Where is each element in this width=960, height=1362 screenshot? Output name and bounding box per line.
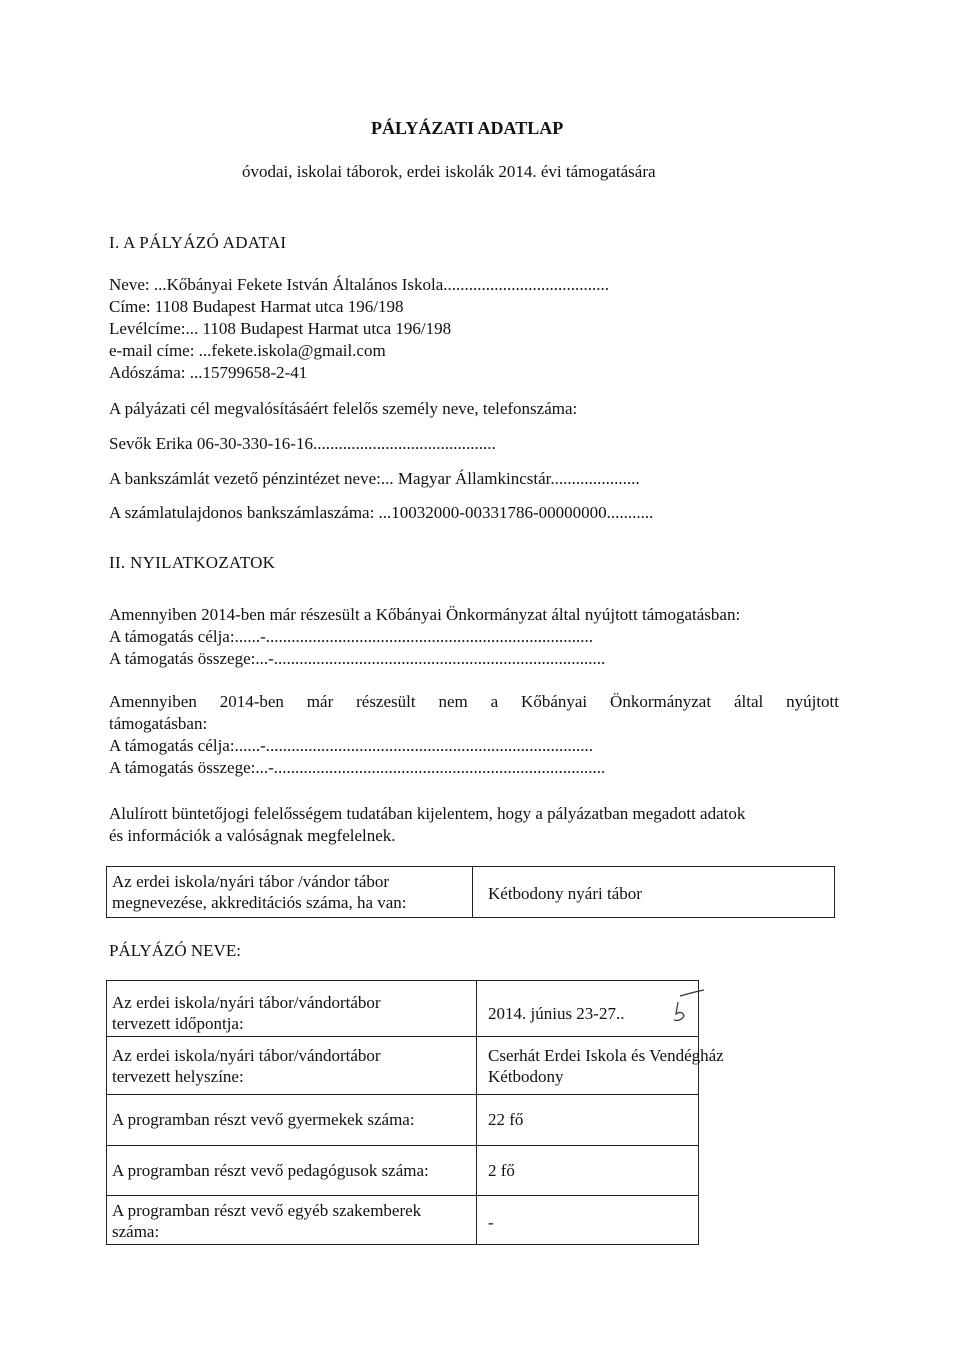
declaration-2-purpose: A támogatás célja:......-............................................................................. — [109, 736, 593, 755]
label-line2: tervezett időpontja: — [112, 1014, 244, 1033]
table-row-location-label — [106, 1045, 476, 1087]
section-heading-declarations: II. NYILATKOZATOK — [109, 553, 276, 572]
label-line2: száma: — [112, 1222, 160, 1241]
page-subtitle: óvodai, iskolai táborok, erdei iskolák 2014. évi támogatására — [242, 162, 656, 181]
table-row-separator — [106, 1195, 699, 1196]
table-row-other-staff-label — [106, 1200, 476, 1242]
table-row-teachers-value: 2 fő — [488, 1161, 515, 1180]
table-row-date-label — [106, 992, 476, 1034]
declaration-2-text-line2: támogatásban: — [109, 714, 208, 733]
section-heading-applicant: I. A PÁLYÁZÓ ADATAI — [109, 233, 287, 252]
bank-name: A bankszámlát vezető pénzintézet neve:... Magyar Államkincstár..................... — [109, 469, 640, 488]
table-divider — [476, 980, 477, 1245]
table-row-separator — [106, 1145, 699, 1146]
table-row-location-value — [482, 1045, 802, 1087]
applicant-name: Neve: ...Kőbányai Fekete István Általános Iskola....................................... — [109, 275, 609, 294]
declaration-1-text: Amennyiben 2014-ben már részesült a Kőbányai Önkormányzat által nyújtott támogatásban: — [109, 605, 741, 624]
table-divider — [472, 866, 473, 918]
declaration-1-amount: A támogatás összege:...-.............................................................................. — [109, 649, 606, 668]
legal-declaration-line2: és információk a valóságnak megfelelnek. — [109, 826, 396, 845]
declaration-2-amount: A támogatás összege:...-.............................................................................. — [109, 758, 606, 777]
table-row-teachers-label: A programban részt vevő pedagógusok száma: — [112, 1161, 429, 1180]
value-line1: Cserhát Erdei Iskola és Vendégház — [488, 1046, 724, 1065]
declaration-2-text-line1: Amennyiben 2014-ben már részesült nem a Kőbányai Önkormányzat által nyújtott — [109, 692, 839, 711]
label-line1: Az erdei iskola/nyári tábor/vándortábor — [112, 1046, 381, 1065]
responsible-person-label: A pályázati cél megvalósításáért felelős személy neve, telefonszáma: — [109, 399, 578, 418]
label-line2: tervezett helyszíne: — [112, 1067, 244, 1086]
label-line1: Az erdei iskola/nyári tábor/vándortábor — [112, 993, 381, 1012]
table-row-other-staff-value: - — [488, 1213, 494, 1232]
table-row-separator — [106, 1094, 699, 1095]
handwritten-mark-icon — [664, 988, 714, 1028]
camp-name-value: Kétbodony nyári tábor — [488, 884, 642, 903]
bank-account-number: A számlatulajdonos bankszámlaszáma: ...10032000-00331786-00000000........... — [109, 503, 654, 522]
declaration-1-purpose: A támogatás célja:......-............................................................................. — [109, 627, 593, 646]
applicant-address: Címe: 1108 Budapest Harmat utca 196/198 — [109, 297, 404, 316]
applicant-tax-number: Adószáma: ...15799658-2-41 — [109, 363, 308, 382]
table-row-children-value: 22 fő — [488, 1110, 524, 1129]
applicant-mailing-address: Levélcíme:... 1108 Budapest Harmat utca 196/198 — [109, 319, 452, 338]
table-row-date-value: 2014. június 23-27.. — [488, 1004, 625, 1023]
page-title: PÁLYÁZATI ADATLAP — [371, 118, 564, 138]
camp-name-label-line2: megnevezése, akkreditációs száma, ha van: — [112, 893, 407, 912]
camp-name-label-line1: Az erdei iskola/nyári tábor /vándor tábor — [112, 872, 390, 891]
table-row-separator — [106, 1036, 699, 1037]
responsible-person-value: Sevők Erika 06-30-330-16-16........................................... — [109, 434, 496, 453]
camp-name-label — [106, 871, 472, 913]
value-line2: Kétbodony — [488, 1067, 564, 1086]
applicant-name-heading: PÁLYÁZÓ NEVE: — [109, 941, 241, 960]
legal-declaration-line1: Alulírott büntetőjogi felelősségem tudatában kijelentem, hogy a pályázatban megadott adatok — [109, 804, 746, 823]
table-row-children-label: A programban részt vevő gyermekek száma: — [112, 1110, 415, 1129]
applicant-email: e-mail címe: ...fekete.iskola@gmail.com — [109, 341, 386, 360]
label-line1: A programban részt vevő egyéb szakemberek — [112, 1201, 422, 1220]
